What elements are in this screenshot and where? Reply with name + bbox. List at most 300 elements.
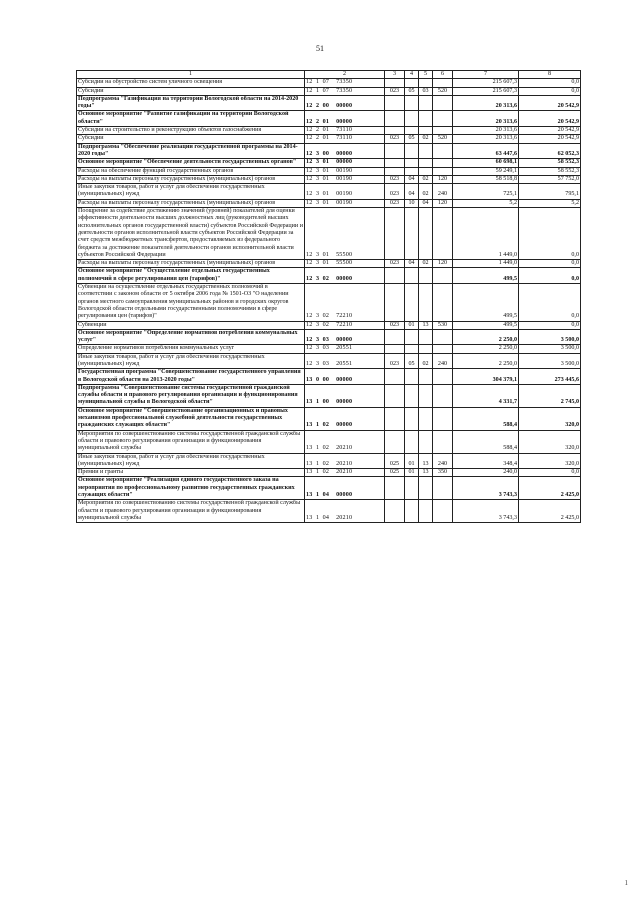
code-main: 02: [322, 422, 330, 429]
amount-2020-cell: 2 425,0: [519, 477, 581, 500]
pr-cell: [419, 407, 433, 430]
code-dir: 00000: [336, 376, 353, 383]
name-cell: Субвенции на осуществление отдельных государственных полномочий в соответствии с законом области от 5 октября 2006 года № 1501-ОЗ "О наделении органов местного самоуправления муниципальных районов и городских округов Вологодской области отдельными государственными полномочиями в сфере регулирования цен (тарифов)": [77, 284, 305, 321]
amount-2019-cell: 20 313,6: [453, 111, 519, 127]
amount-2019-cell: 3 743,3: [453, 477, 519, 500]
amount-2020-cell: 0,0: [519, 268, 581, 284]
code-dir: 20210: [336, 469, 353, 476]
table-row: [77, 199, 581, 207]
name-cell: Иные закупки товаров, работ и услуг для обеспечения государственных (муниципальных) нужд: [77, 453, 305, 469]
name-cell: Мероприятия по совершенствованию системы государственной гражданской службы области и правового регулирования организации и функционирования муниципальной службы: [77, 430, 305, 453]
ved-cell: [385, 369, 405, 385]
code-main: 00: [322, 103, 330, 110]
name-cell: Государственная программа "Совершенствование государственного управления в Вологодской области на 2013-2020 годы": [77, 369, 305, 385]
amount-2020-cell: 320,0: [519, 453, 581, 469]
amount-2020-cell: 20 542,9: [519, 95, 581, 111]
code-prog: 13: [306, 445, 313, 452]
vr-cell: [433, 384, 453, 407]
name-cell: Субсидии на обустройство систем уличного освещения: [77, 79, 305, 87]
header-cell: 8: [519, 71, 581, 79]
classification-cell: [305, 500, 385, 523]
code-sub: 3: [315, 251, 320, 258]
vr-cell: [433, 95, 453, 111]
pr-cell: 03: [419, 87, 433, 95]
vr-cell: [433, 159, 453, 167]
code-sub: 3: [315, 191, 320, 198]
code-prog: 12: [306, 251, 313, 258]
name-cell: Субсидии на строительство и реконструкцию объектов газоснабжения: [77, 127, 305, 135]
code-dir: 20210: [336, 460, 353, 467]
vr-cell: [433, 167, 453, 175]
amount-2019-cell: 348,4: [453, 453, 519, 469]
table-row: [77, 477, 581, 500]
code-prog: 12: [306, 345, 313, 352]
pr-cell: [419, 345, 433, 353]
code-sub: 3: [315, 175, 320, 182]
code-dir: 00000: [336, 337, 353, 344]
code-sub: 3: [315, 345, 320, 352]
code-main: 01: [322, 127, 330, 134]
header-cell: 7: [453, 71, 519, 79]
table-row: [77, 175, 581, 183]
code-sub: 3: [315, 260, 320, 267]
code-dir: 00190: [336, 199, 353, 206]
rz-cell: [405, 111, 419, 127]
name-cell: Иные закупки товаров, работ и услуг для обеспечения государственных (муниципальных) нужд: [77, 353, 305, 369]
classification-cell: [305, 321, 385, 329]
code-dir: 72210: [336, 321, 353, 328]
ved-cell: [385, 268, 405, 284]
ved-cell: [385, 127, 405, 135]
vr-cell: [433, 143, 453, 159]
rz-cell: [405, 268, 419, 284]
rz-cell: 05: [405, 353, 419, 369]
pr-cell: [419, 369, 433, 385]
pr-cell: [419, 268, 433, 284]
table-row: [77, 430, 581, 453]
rz-cell: [405, 79, 419, 87]
vr-cell: 520: [433, 87, 453, 95]
ved-cell: [385, 384, 405, 407]
code-prog: 12: [306, 175, 313, 182]
code-main: 01: [322, 159, 330, 166]
pr-cell: 02: [419, 353, 433, 369]
classification-cell: [305, 135, 385, 143]
amount-2019-cell: 4 331,7: [453, 384, 519, 407]
amount-2020-cell: 320,0: [519, 407, 581, 430]
pr-cell: [419, 329, 433, 345]
rz-cell: [405, 167, 419, 175]
vr-cell: [433, 268, 453, 284]
table-row: [77, 79, 581, 87]
vr-cell: 240: [433, 453, 453, 469]
ved-cell: [385, 430, 405, 453]
table-row: [77, 167, 581, 175]
amount-2020-cell: 0,0: [519, 284, 581, 321]
code-prog: 12: [306, 167, 313, 174]
table-row: [77, 260, 581, 268]
table-row: [77, 469, 581, 477]
rz-cell: 04: [405, 260, 419, 268]
code-sub: 3: [315, 275, 320, 282]
code-prog: 12: [306, 360, 313, 367]
ved-cell: [385, 95, 405, 111]
vr-cell: 120: [433, 260, 453, 268]
amount-2019-cell: 588,4: [453, 430, 519, 453]
header-cell: 4: [405, 71, 419, 79]
pr-cell: 02: [419, 175, 433, 183]
code-sub: 3: [315, 313, 320, 320]
code-main: 00: [322, 150, 330, 157]
ved-cell: [385, 407, 405, 430]
code-main: 01: [322, 135, 330, 142]
code-main: 01: [322, 175, 330, 182]
amount-2019-cell: 499,5: [453, 284, 519, 321]
rz-cell: [405, 208, 419, 260]
vr-cell: 120: [433, 175, 453, 183]
rz-cell: [405, 329, 419, 345]
amount-2019-cell: 499,5: [453, 268, 519, 284]
code-sub: 1: [315, 87, 320, 94]
classification-cell: [305, 353, 385, 369]
ved-cell: [385, 111, 405, 127]
amount-2019-cell: 20 313,6: [453, 95, 519, 111]
amount-2019-cell: 2 250,0: [453, 345, 519, 353]
table-row: [77, 329, 581, 345]
classification-cell: [305, 167, 385, 175]
rz-cell: [405, 477, 419, 500]
code-dir: 00000: [336, 159, 353, 166]
code-prog: 12: [306, 260, 313, 267]
pr-cell: 02: [419, 260, 433, 268]
amount-2020-cell: 0,0: [519, 321, 581, 329]
header-cell: 6: [433, 71, 453, 79]
header-cell: 2: [305, 71, 385, 79]
amount-2019-cell: 215 607,3: [453, 79, 519, 87]
amount-2020-cell: 273 445,6: [519, 369, 581, 385]
vr-cell: [433, 369, 453, 385]
vr-cell: 240: [433, 184, 453, 200]
code-sub: 1: [315, 460, 320, 467]
classification-cell: [305, 453, 385, 469]
code-prog: 12: [306, 275, 313, 282]
ved-cell: 023: [385, 260, 405, 268]
vr-cell: [433, 430, 453, 453]
rz-cell: [405, 159, 419, 167]
amount-2020-cell: 0,0: [519, 469, 581, 477]
table-row: [77, 111, 581, 127]
ved-cell: [385, 159, 405, 167]
code-prog: 12: [306, 150, 313, 157]
classification-cell: [305, 345, 385, 353]
name-cell: Основное мероприятие "Определение нормативов потребления коммунальных услуг": [77, 329, 305, 345]
name-cell: Поощрение за содействие достижению значений (уровней) показателей для оценки эффективности деятельности высших должностных лиц (руководителей высших исполнительных органов государственной власти) субъектов Российской Федерации и деятельности органов исполнительной власти субъектов Российской Федерации за счет средств межбюджетных трансфертов, предоставляемых из федерального бюджета за достижение показателей деятельности органов исполнительной власти субъектов Российской Федерации: [78, 208, 303, 258]
classification-cell: [305, 284, 385, 321]
ved-cell: [385, 477, 405, 500]
amount-2020-cell: 0,0: [519, 79, 581, 87]
code-sub: 1: [315, 445, 320, 452]
code-dir: 73110: [336, 135, 353, 142]
name-cell: Премии и гранты: [77, 469, 305, 477]
pr-cell: [419, 208, 433, 260]
vr-cell: [433, 208, 453, 260]
code-dir: 20551: [336, 345, 353, 352]
name-cell: Субсидии: [77, 135, 305, 143]
code-main: 01: [322, 199, 330, 206]
amount-2019-cell: 20 313,6: [453, 127, 519, 135]
vr-cell: [433, 345, 453, 353]
code-main: 07: [322, 79, 330, 86]
classification-cell: [305, 127, 385, 135]
amount-2019-cell: 240,0: [453, 469, 519, 477]
code-prog: 12: [306, 118, 313, 125]
classification-cell: [305, 95, 385, 111]
code-dir: 72210: [336, 313, 353, 320]
classification-cell: [305, 143, 385, 159]
rz-cell: [405, 430, 419, 453]
ved-cell: 023: [385, 353, 405, 369]
code-main: 02: [322, 469, 330, 476]
code-prog: 13: [306, 492, 313, 499]
vr-cell: 530: [433, 321, 453, 329]
pr-cell: 13: [419, 469, 433, 477]
rz-cell: 05: [405, 135, 419, 143]
ved-cell: 023: [385, 199, 405, 207]
amount-2019-cell: 63 447,6: [453, 143, 519, 159]
code-prog: 13: [306, 460, 313, 467]
code-main: 04: [322, 514, 330, 521]
amount-2020-cell: 320,0: [519, 430, 581, 453]
table-row: [77, 321, 581, 329]
code-prog: 12: [306, 127, 313, 134]
code-dir: 55500: [336, 260, 353, 267]
code-sub: 3: [315, 321, 320, 328]
pr-cell: [419, 143, 433, 159]
amount-2019-cell: 60 698,1: [453, 159, 519, 167]
code-prog: 13: [306, 422, 313, 429]
classification-cell: [305, 369, 385, 385]
table-row: [77, 453, 581, 469]
amount-2019-cell: 499,5: [453, 321, 519, 329]
name-cell: Основное мероприятие "Обеспечение деятельности государственных органов": [77, 159, 305, 167]
table-row: [77, 159, 581, 167]
ved-cell: [385, 208, 405, 260]
rz-cell: [405, 384, 419, 407]
code-dir: 20551: [336, 360, 353, 367]
rz-cell: [405, 407, 419, 430]
ved-cell: 023: [385, 184, 405, 200]
rz-cell: [405, 284, 419, 321]
name-cell: Иные закупки товаров, работ и услуг для обеспечения государственных (муниципальных) нужд: [77, 184, 305, 200]
classification-cell: [305, 159, 385, 167]
classification-cell: [305, 384, 385, 407]
rz-cell: [405, 500, 419, 523]
vr-cell: [433, 329, 453, 345]
code-main: 02: [322, 275, 330, 282]
amount-2019-cell: 1 449,0: [453, 260, 519, 268]
code-main: 07: [322, 87, 330, 94]
ved-cell: [385, 143, 405, 159]
rz-cell: 01: [405, 321, 419, 329]
code-sub: 1: [315, 399, 320, 406]
pr-cell: [419, 127, 433, 135]
code-main: 03: [322, 337, 330, 344]
ved-cell: [385, 284, 405, 321]
classification-cell: [305, 111, 385, 127]
amount-2020-cell: 2 745,0: [519, 384, 581, 407]
code-main: 00: [322, 376, 330, 383]
pr-cell: 02: [419, 135, 433, 143]
code-dir: 73110: [336, 127, 353, 134]
code-prog: 12: [306, 337, 313, 344]
rz-cell: [405, 95, 419, 111]
code-prog: 12: [306, 79, 313, 86]
name-cell: Подпрограмма "Обеспечение реализации государственной программы на 2014-2020 годы": [77, 143, 305, 159]
rz-cell: [405, 143, 419, 159]
code-sub: 2: [315, 135, 320, 142]
ved-cell: [385, 500, 405, 523]
amount-2019-cell: 5,2: [453, 199, 519, 207]
code-dir: 00190: [336, 191, 353, 198]
amount-2020-cell: 0,0: [519, 87, 581, 95]
header-row: [77, 71, 581, 79]
code-prog: 12: [306, 103, 313, 110]
ved-cell: [385, 345, 405, 353]
pr-cell: [419, 384, 433, 407]
amount-2019-cell: 725,1: [453, 184, 519, 200]
table-row: [77, 369, 581, 385]
pr-cell: [419, 500, 433, 523]
code-main: 03: [322, 360, 330, 367]
code-prog: 12: [306, 135, 313, 142]
amount-2019-cell: 20 313,6: [453, 135, 519, 143]
code-prog: 12: [306, 87, 313, 94]
ved-cell: 025: [385, 453, 405, 469]
name-cell: Расходы на выплаты персоналу государственных (муниципальных) органов: [77, 260, 305, 268]
pr-cell: 04: [419, 199, 433, 207]
ved-cell: 025: [385, 469, 405, 477]
pr-cell: [419, 111, 433, 127]
code-main: 02: [322, 445, 330, 452]
code-sub: 3: [315, 337, 320, 344]
vr-cell: [433, 500, 453, 523]
ved-cell: 023: [385, 175, 405, 183]
pr-cell: 13: [419, 453, 433, 469]
amount-2020-cell: 2 425,0: [519, 500, 581, 523]
code-main: 02: [322, 313, 330, 320]
amount-2019-cell: 2 250,0: [453, 329, 519, 345]
pr-cell: [419, 477, 433, 500]
rz-cell: [405, 369, 419, 385]
amount-2020-cell: 0,0: [519, 208, 581, 260]
name-cell: Основное мероприятие "Совершенствование организационных и правовых механизмов профессиональной служебной деятельности государственных гражданских служащих области": [77, 407, 305, 430]
name-cell: Основное мероприятие "Развитие газификации на территории Вологодской области": [77, 111, 305, 127]
code-main: 00: [322, 399, 330, 406]
code-sub: 1: [315, 492, 320, 499]
code-main: 03: [322, 345, 330, 352]
ved-cell: [385, 329, 405, 345]
classification-cell: [305, 329, 385, 345]
vr-cell: [433, 407, 453, 430]
code-sub: 2: [315, 118, 320, 125]
code-prog: 13: [306, 399, 313, 406]
code-dir: 00190: [336, 167, 353, 174]
amount-2019-cell: 215 607,3: [453, 87, 519, 95]
header-cell: 5: [419, 71, 433, 79]
classification-cell: [305, 175, 385, 183]
code-sub: 2: [315, 127, 320, 134]
classification-cell: [305, 79, 385, 87]
name-cell: Основное мероприятие "Осуществление отдельных государственных полномочий в сфере регулирования цен (тарифов)": [77, 268, 305, 284]
name-cell: Субвенции: [77, 321, 305, 329]
rz-cell: 01: [405, 453, 419, 469]
code-main: 01: [322, 167, 330, 174]
code-prog: 12: [306, 199, 313, 206]
table-row: [77, 135, 581, 143]
budget-table: [76, 70, 581, 523]
classification-cell: [305, 208, 385, 260]
vr-cell: [433, 127, 453, 135]
rz-cell: [405, 127, 419, 135]
rz-cell: 10: [405, 199, 419, 207]
rz-cell: 04: [405, 184, 419, 200]
vr-cell: [433, 284, 453, 321]
table-row: [77, 345, 581, 353]
code-dir: 00000: [336, 275, 353, 282]
code-dir: 00000: [336, 150, 353, 157]
amount-2019-cell: 304 379,1: [453, 369, 519, 385]
code-sub: 1: [315, 79, 320, 86]
amount-2020-cell: 3 500,0: [519, 345, 581, 353]
code-sub: 2: [315, 103, 320, 110]
code-sub: 0: [315, 376, 320, 383]
page-number: 51: [316, 44, 324, 53]
name-cell: Субсидии: [77, 87, 305, 95]
code-dir: 00000: [336, 422, 353, 429]
code-sub: 3: [315, 150, 320, 157]
pr-cell: 02: [419, 184, 433, 200]
amount-2020-cell: 3 500,0: [519, 353, 581, 369]
code-main: 01: [322, 251, 330, 258]
code-sub: 3: [315, 167, 320, 174]
amount-2020-cell: 0,0: [519, 260, 581, 268]
vr-cell: [433, 111, 453, 127]
classification-cell: [305, 268, 385, 284]
code-sub: 3: [315, 360, 320, 367]
code-sub: 1: [315, 469, 320, 476]
rz-cell: 05: [405, 87, 419, 95]
name-cell: Основное мероприятие "Реализация единого государственного заказа на мероприятия по профессиональному развитию государственных гражданских служащих области": [77, 477, 305, 500]
classification-cell: [305, 87, 385, 95]
amount-2019-cell: 59 249,1: [453, 167, 519, 175]
vr-cell: 350: [433, 469, 453, 477]
code-dir: 20210: [336, 514, 353, 521]
code-prog: 12: [306, 313, 313, 320]
code-sub: 3: [315, 159, 320, 166]
table-row: [77, 384, 581, 407]
pr-cell: [419, 95, 433, 111]
table-row: [77, 87, 581, 95]
code-dir: 00000: [336, 118, 353, 125]
vr-cell: [433, 477, 453, 500]
vr-cell: 120: [433, 199, 453, 207]
name-cell: Подпрограмма "Газификация на территории Вологодской области на 2014-2020 годы": [77, 95, 305, 111]
table-row: [77, 208, 581, 260]
code-main: 02: [322, 321, 330, 328]
code-sub: 1: [315, 422, 320, 429]
table-row: [77, 184, 581, 200]
corner-mark: 1: [624, 879, 628, 887]
